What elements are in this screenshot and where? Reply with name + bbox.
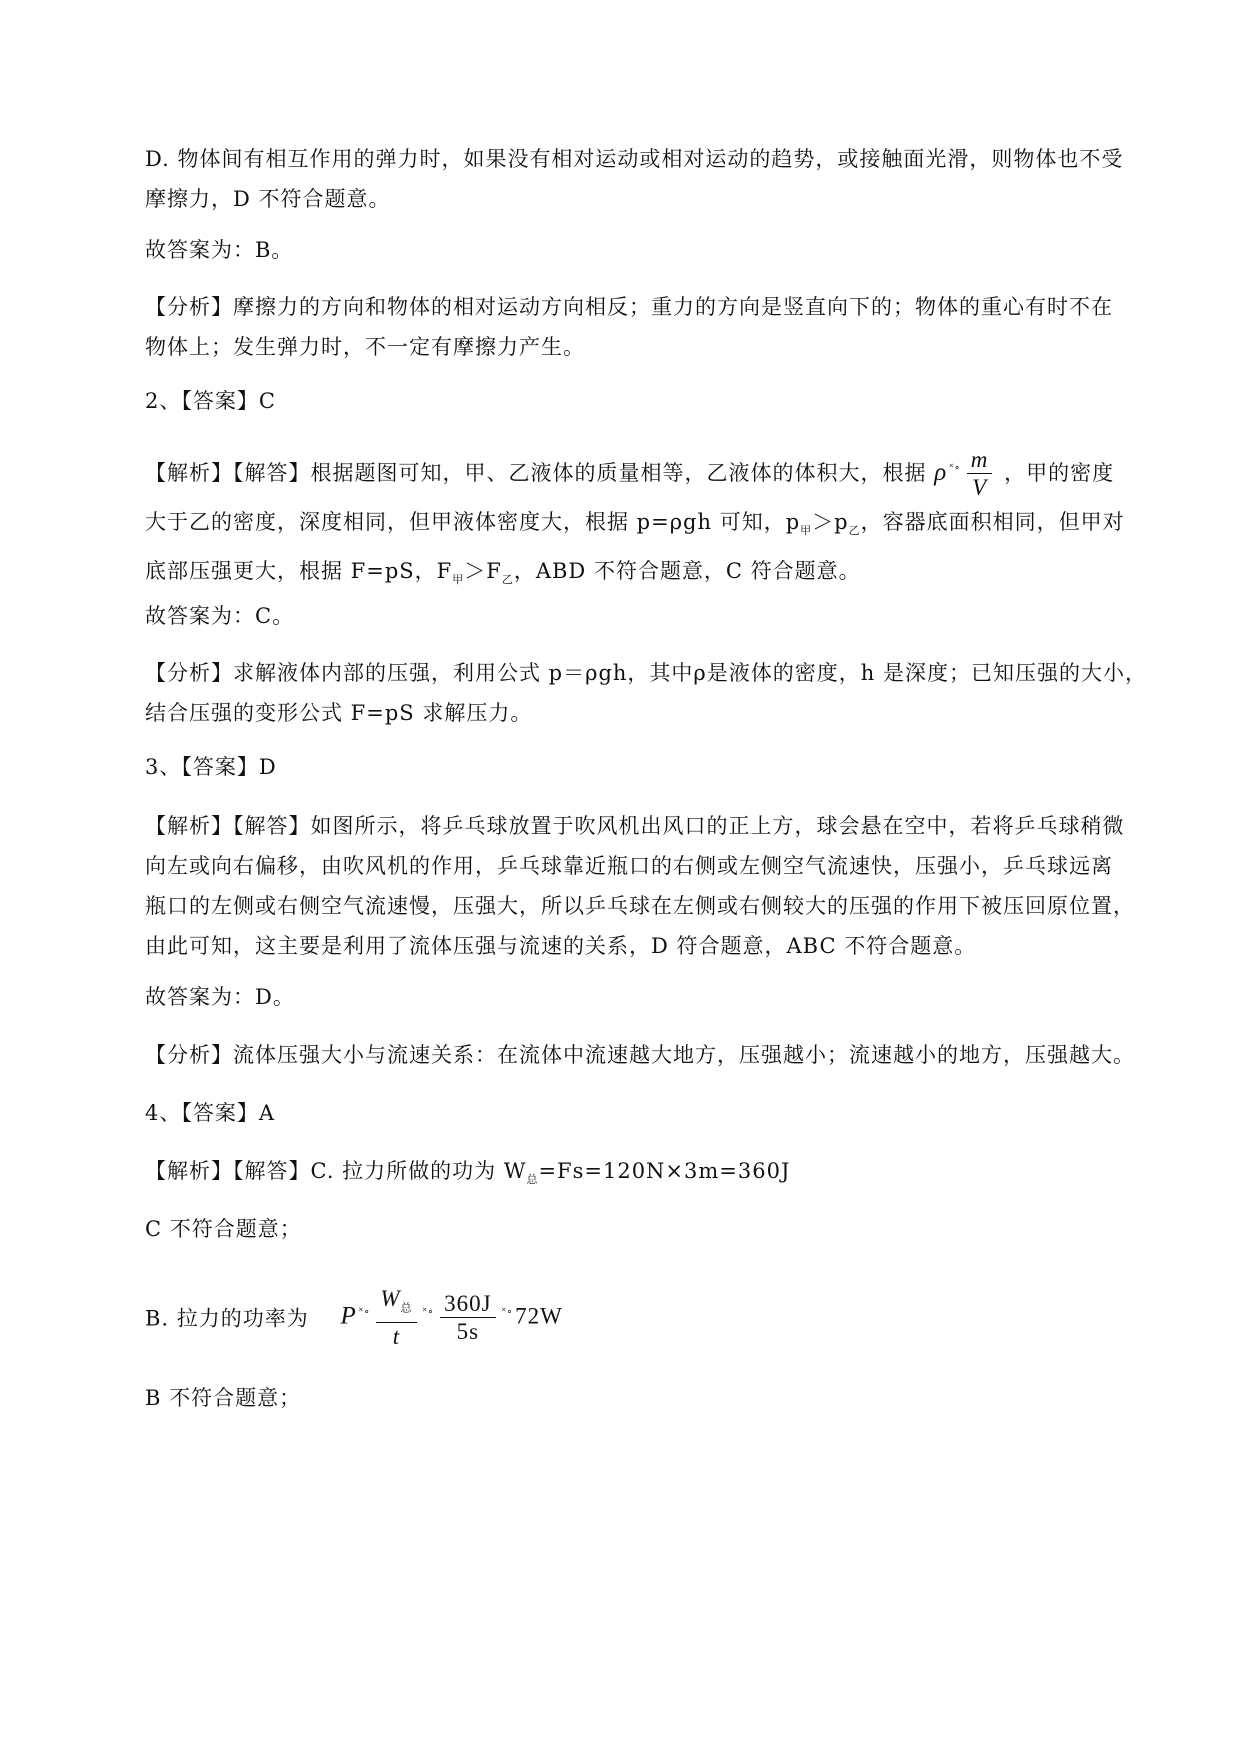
text-line: 由此可知，这主要是利用了流体压强与流速的关系，D 符合题意，ABC 不符合题意。 bbox=[145, 934, 977, 958]
text-line: 【分析】求解液体内部的压强，利用公式 p＝ρgh，其中ρ是液体的密度，h 是深度；已知压强的大小， bbox=[145, 661, 1147, 685]
fraction-numerator: $W_总$ bbox=[376, 1286, 416, 1323]
text-line: 【解析】【解答】C. 拉力所做的功为 $W_总=Fs=120N\times 3m=360J$ bbox=[145, 1159, 791, 1187]
text-segment: 【解析】【解答】根据题图可知，甲、乙液体的质量相等，乙液体的体积大，根据 bbox=[145, 461, 927, 485]
text-line: 故答案为：B。 bbox=[145, 238, 294, 262]
text-line: 向左或向右偏移，由吹风机的作用，乒乓球靠近瓶口的右侧或左侧空气流速快，压强小，乒乓球远离 bbox=[145, 854, 1113, 878]
formula-lhs: ρ bbox=[934, 458, 948, 486]
formula-result: 72W bbox=[515, 1303, 563, 1329]
text-line: C 不符合题意； bbox=[145, 1217, 302, 1241]
text-line bbox=[145, 447, 1115, 500]
text-line: 【解析】【解答】如图所示，将乒乓球放置于吹风机出风口的正上方，球会悬在空中，若将乒乓球稍微 bbox=[145, 814, 1125, 838]
formula-equals: ˟∘ bbox=[501, 1305, 514, 1318]
text-line: 2、【答案】C bbox=[145, 389, 276, 413]
power-formula bbox=[340, 1286, 562, 1351]
text-line: 故答案为：C。 bbox=[145, 604, 295, 628]
text-line: B 不符合题意； bbox=[145, 1386, 302, 1410]
text-line: 【分析】流体压强大小与流速关系：在流体中流速越大地方，压强越小；流速越小的地方，压强越大。 bbox=[145, 1043, 1135, 1067]
text-line: 故答案为：D。 bbox=[145, 985, 295, 1009]
text-segment: B. 拉力的功率为 bbox=[145, 1306, 309, 1331]
fraction-numerator: m bbox=[967, 447, 993, 474]
solution-2 bbox=[145, 447, 1155, 600]
formula-equals: ˟∘ bbox=[422, 1305, 435, 1318]
fraction-numerator: 360J bbox=[440, 1291, 495, 1318]
fraction bbox=[440, 1291, 495, 1346]
conclusion-b bbox=[145, 1378, 1155, 1418]
text-line: 底部压强更大，根据 F=pS，$F_甲>F_乙$，ABD 不符合题意，C 符合题意。 bbox=[145, 559, 861, 587]
power-line bbox=[145, 1286, 1155, 1351]
text-line: 【分析】摩擦力的方向和物体的相对运动方向相反；重力的方向是竖直向下的；物体的重心有时不在 bbox=[145, 295, 1113, 319]
density-formula bbox=[934, 447, 996, 502]
solution-4 bbox=[145, 1151, 1155, 1200]
analysis-2 bbox=[145, 653, 1155, 733]
text-line: 3、【答案】D bbox=[145, 755, 277, 779]
analysis-1 bbox=[145, 287, 1155, 367]
fraction bbox=[967, 447, 993, 502]
answer-line-1 bbox=[145, 230, 1155, 270]
fraction-denominator: 5s bbox=[456, 1318, 480, 1344]
question-2-answer bbox=[145, 381, 1155, 421]
answer-line-3 bbox=[145, 977, 1155, 1017]
formula-lhs: P bbox=[340, 1302, 357, 1330]
paragraph-option-d bbox=[145, 139, 1155, 219]
formula-equals: ˟∘ bbox=[358, 1305, 371, 1318]
solution-3 bbox=[145, 806, 1155, 966]
text-line: 结合压强的变形公式 F=pS 求解压力。 bbox=[145, 701, 533, 725]
question-4-answer bbox=[145, 1093, 1155, 1133]
fraction-denominator: V bbox=[972, 475, 988, 500]
fraction bbox=[376, 1286, 416, 1351]
fraction-denominator: t bbox=[392, 1323, 401, 1349]
formula-equals: ˟∘ bbox=[949, 462, 961, 475]
answer-line-2 bbox=[145, 596, 1155, 636]
text-line: D. 物体间有相互作用的弹力时，如果没有相对运动或相对运动的趋势，或接触面光滑，则物体也不受 bbox=[145, 147, 1124, 171]
text-line: 物体上；发生弹力时，不一定有摩擦力产生。 bbox=[145, 335, 585, 359]
text-line: 摩擦力，D 不符合题意。 bbox=[145, 187, 391, 211]
text-line: 大于乙的密度，深度相同，但甲液体密度大，根据 p=ρgh 可知，$p_甲>p_乙$，容器底面积相同，但甲对 bbox=[145, 510, 1125, 538]
conclusion-c bbox=[145, 1209, 1155, 1249]
text-line: 4、【答案】A bbox=[145, 1101, 276, 1125]
text-segment: ，甲的密度 bbox=[1004, 461, 1115, 485]
analysis-3 bbox=[145, 1035, 1155, 1075]
question-3-answer bbox=[145, 747, 1155, 787]
text-line: 瓶口的左侧或右侧空气流速慢，压强大，所以乒乓球在左侧或右侧较大的压强的作用下被压回原位置， bbox=[145, 894, 1135, 918]
